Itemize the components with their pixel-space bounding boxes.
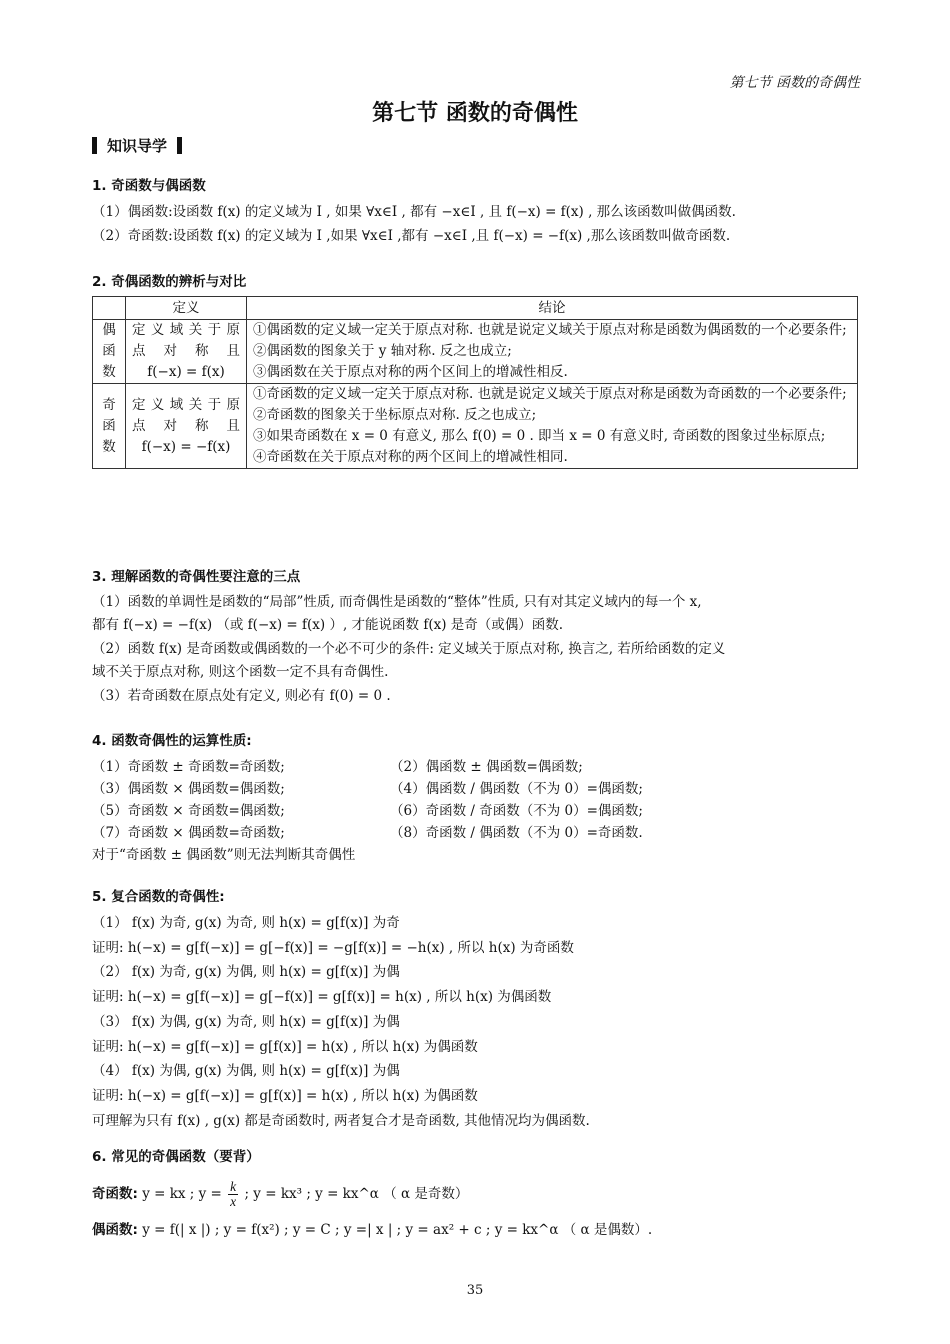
even-label: 偶函数: [92, 1222, 138, 1238]
banner-label: 知识导学 [107, 137, 168, 155]
banner-bar-left [92, 137, 97, 154]
odd-examples-a: y = kx ; y = [137, 1186, 227, 1202]
def-formula: f(−x) = −f(x) [141, 438, 231, 455]
def-line: 定义域关于原 [132, 322, 240, 338]
section-6-heading: 6. 常见的奇偶函数（要背） [92, 1149, 260, 1165]
conclusion-item: ③如果奇函数在 x = 0 有意义, 那么 f(0) = 0 . 即当 x = 0 有意义时, 奇函数的图象过坐标原点; [253, 428, 826, 444]
conclusion-item: ③偶函数在关于原点对称的两个区间上的增减性相反. [253, 364, 568, 380]
conclusion-item: ①奇函数的定义域一定关于原点对称. 也就是说定义域关于原点对称是函数为奇函数的一个必要条件; [253, 386, 847, 402]
odd-examples [92, 1180, 468, 1209]
rule-note: 对于“奇函数 ± 偶函数”则无法判断其奇偶性 [92, 847, 356, 863]
row-def-even [126, 320, 247, 384]
rule-2: （2）偶函数 ± 偶函数=偶函数; [390, 759, 583, 775]
composite-line: 证明: h(−x) = g[f(−x)] = g[−f(x)] = −g[f(x)] = −h(x) , 所以 h(x) 为奇函数 [92, 940, 574, 956]
rule-4: （4）偶函数 / 偶函数（不为 0）=偶函数; [390, 781, 643, 797]
section-3-heading: 3. 理解函数的奇偶性要注意的三点 [92, 569, 301, 585]
comparison-table [92, 296, 858, 469]
composite-line: （1） f(x) 为奇, g(x) 为奇, 则 h(x) = g[f(x)] 为奇 [92, 915, 400, 931]
rule-1: （1）奇函数 ± 奇函数=奇函数; [92, 759, 285, 775]
fraction-denominator: x [230, 1194, 237, 1209]
odd-label: 奇函数: [92, 1186, 138, 1202]
row-conclusion-even [247, 320, 858, 384]
table-row-odd [93, 384, 858, 469]
even-examples-text: y = f(| x |) ; y = f(x²) ; y = C ; y =| x | ; y = ax² + c ; y = kx^α （ α 是偶数）. [137, 1222, 653, 1238]
table-header-row [93, 297, 858, 320]
even-examples [92, 1219, 652, 1241]
def-line: 点 对 称 且 [132, 417, 240, 434]
composite-line: （2） f(x) 为奇, g(x) 为偶, 则 h(x) = g[f(x)] 为偶 [92, 964, 400, 980]
rule-5: （5）奇函数 × 奇函数=偶函数; [92, 803, 285, 819]
rule-6: （6）奇函数 / 奇函数（不为 0）=偶函数; [390, 803, 643, 819]
section-2-heading: 2. 奇偶函数的辨析与对比 [92, 274, 247, 290]
odd-examples-b: ; y = kx³ ; y = kx^α （ α 是奇数） [240, 1186, 469, 1202]
note-1-line-a: （1）函数的单调性是函数的“局部”性质, 而奇偶性是函数的“整体”性质, 只有对其定义域内的每一个 x, [92, 594, 702, 610]
table-row-even [93, 320, 858, 384]
table-header-empty [93, 297, 126, 320]
conclusion-item: ④奇函数在关于原点对称的两个区间上的增减性相同. [253, 449, 568, 465]
even-function-definition: （1）偶函数:设函数 f(x) 的定义域为 I , 如果 ∀x∈I , 都有 −x∈I , 且 f(−x) = f(x) , 那么该函数叫做偶函数. [92, 204, 736, 220]
composite-line: （3） f(x) 为偶, g(x) 为奇, 则 h(x) = g[f(x)] 为偶 [92, 1014, 400, 1030]
note-1-line-b: 都有 f(−x) = −f(x) （或 f(−x) = f(x) ）, 才能说函数 f(x) 是奇（或偶）函数. [92, 617, 564, 633]
conclusion-item: ①偶函数的定义域一定关于原点对称. 也就是说定义域关于原点对称是函数为偶函数的一个必要条件; [253, 322, 847, 338]
section-4-heading: 4. 函数奇偶性的运算性质: [92, 733, 252, 749]
note-3: （3）若奇函数在原点处有定义, 则必有 f(0) = 0 . [92, 688, 391, 704]
table-header-definition: 定义 [126, 297, 247, 320]
banner-bar-right [177, 137, 182, 154]
rule-8: （8）奇函数 / 偶函数（不为 0）=奇函数. [390, 825, 643, 841]
composite-line: 证明: h(−x) = g[f(−x)] = g[−f(x)] = g[f(x)] = h(x) , 所以 h(x) 为偶函数 [92, 989, 552, 1005]
table-header-conclusion: 结论 [247, 297, 858, 320]
page-number: 35 [466, 1283, 484, 1298]
composite-line: （4） f(x) 为偶, g(x) 为偶, 则 h(x) = g[f(x)] 为偶 [92, 1063, 400, 1079]
row-kind-even: 偶函数 [93, 320, 126, 384]
section-5-heading: 5. 复合函数的奇偶性: [92, 889, 225, 905]
def-line: 定义域关于原 [132, 396, 240, 413]
row-kind-odd: 奇函数 [93, 384, 126, 469]
row-conclusion-odd [247, 384, 858, 469]
note-2-line-a: （2）函数 f(x) 是奇函数或偶函数的一个必不可少的条件: 定义域关于原点对称, 换言之, 若所给函数的定义 [92, 641, 726, 657]
fraction [228, 1180, 238, 1209]
conclusion-item: ②奇函数的图象关于坐标原点对称. 反之也成立; [253, 407, 537, 423]
row-def-odd [126, 384, 247, 469]
composite-line: 证明: h(−x) = g[f(−x)] = g[f(x)] = h(x) , 所以 h(x) 为偶函数 [92, 1088, 478, 1104]
running-header: 第七节 函数的奇偶性 [729, 75, 860, 91]
conclusion-item: ②偶函数的图象关于 y 轴对称. 反之也成立; [253, 343, 512, 359]
note-2-line-b: 域不关于原点对称, 则这个函数一定不具有奇偶性. [92, 664, 389, 680]
def-line: 点 对 称 且 [132, 343, 240, 359]
odd-function-definition: （2）奇函数:设函数 f(x) 的定义域为 I ,如果 ∀x∈I ,都有 −x∈I ,且 f(−x) = −f(x) ,那么该函数叫做奇函数. [92, 228, 731, 244]
section-1-heading: 1. 奇函数与偶函数 [92, 178, 206, 194]
section-banner [92, 135, 182, 156]
composite-summary: 可理解为只有 f(x) , g(x) 都是奇函数时, 两者复合才是奇函数, 其他情况均为偶函数. [92, 1113, 590, 1129]
rule-7: （7）奇函数 × 偶函数=奇函数; [92, 825, 285, 841]
fraction-numerator: k [230, 1179, 237, 1194]
page-title: 第七节 函数的奇偶性 [372, 101, 578, 126]
def-formula: f(−x) = f(x) [147, 364, 225, 380]
rule-3: （3）偶函数 × 偶函数=偶函数; [92, 781, 285, 797]
composite-line: 证明: h(−x) = g[f(−x)] = g[f(x)] = h(x) , 所以 h(x) 为偶函数 [92, 1039, 478, 1055]
